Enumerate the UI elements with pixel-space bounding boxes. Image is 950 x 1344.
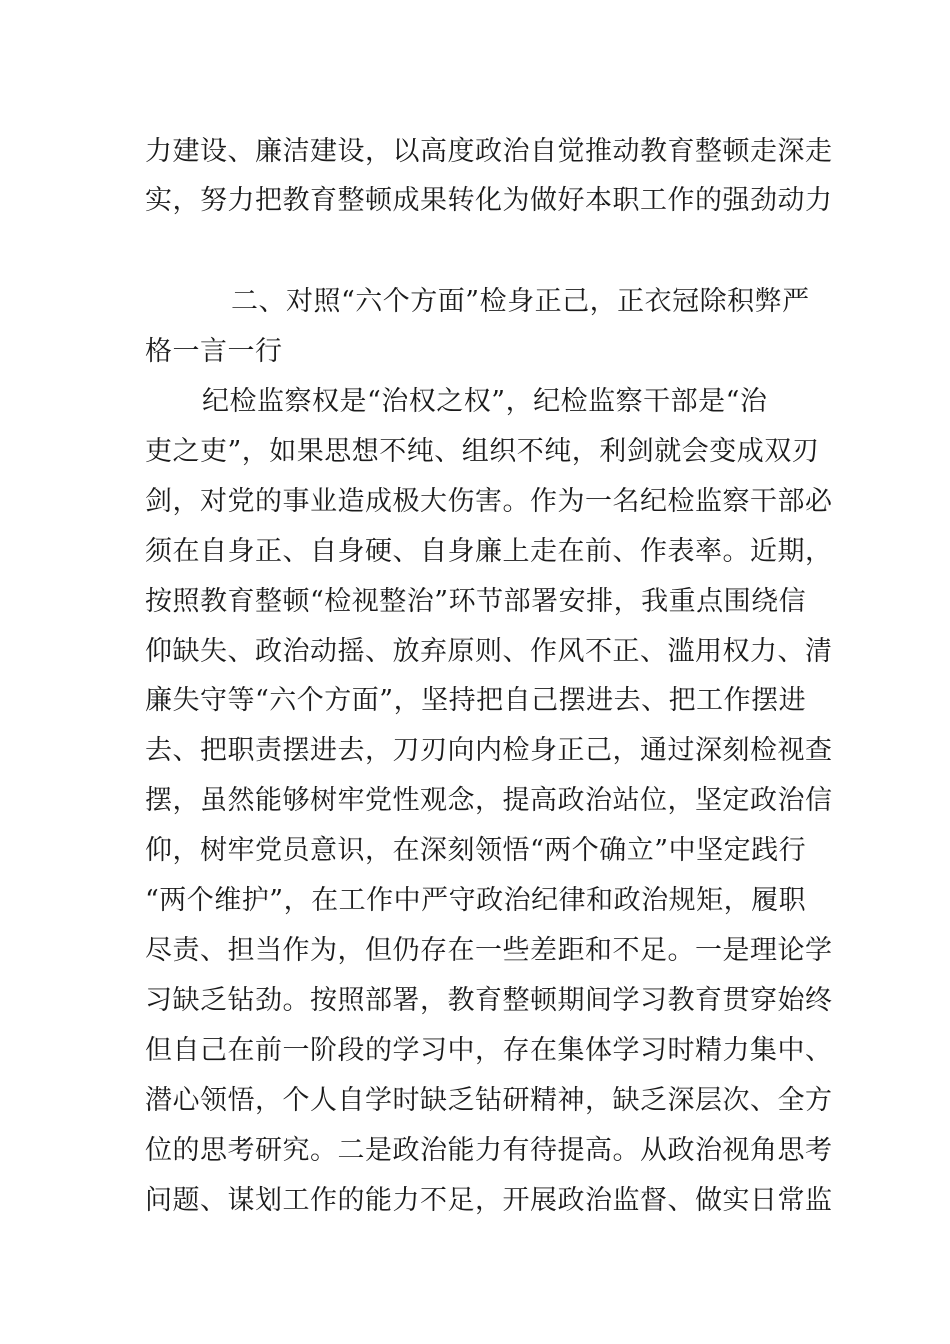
heading-line: 格一言一行 bbox=[145, 336, 283, 367]
text-line: 仰缺失、政治动摇、放弃原则、作风不正、滥用权力、清 bbox=[145, 636, 833, 667]
text-line: 力建设、廉洁建设，以高度政治自觉推动教育整顿走深走 bbox=[145, 136, 833, 167]
text-line: 摆，虽然能够树牢党性观念，提高政治站位，坚定政治信 bbox=[145, 785, 833, 816]
text-line: 去、把职责摆进去，刀刃向内检身正己，通过深刻检视查 bbox=[145, 735, 833, 766]
text-line: 习缺乏钻劲。按照部署，教育整顿期间学习教育贯穿始终 bbox=[145, 985, 833, 1016]
text-line: 问题、谋划工作的能力不足，开展政治监督、做实日常监 bbox=[145, 1185, 833, 1216]
text-line: 纪检监察权是“治权之权”，纪检监察干部是“治 bbox=[202, 386, 768, 417]
text-line: 廉失守等“六个方面”，坚持把自己摆进去、把工作摆进 bbox=[145, 685, 807, 716]
text-line: 实，努力把教育整顿成果转化为做好本职工作的强劲动力 bbox=[145, 185, 833, 216]
text-line: 剑，对党的事业造成极大伤害。作为一名纪检监察干部必 bbox=[145, 486, 833, 517]
text-line: 位的思考研究。二是政治能力有待提高。从政治视角思考 bbox=[145, 1135, 833, 1166]
text-line: 须在自身正、自身硬、自身廉上走在前、作表率。近期， bbox=[145, 536, 833, 567]
text-line: “两个维护”，在工作中严守政治纪律和政治规矩，履职 bbox=[145, 885, 807, 916]
heading-line: 二、对照“六个方面”检身正己，正衣冠除积弊严 bbox=[231, 286, 810, 317]
text-line: 吏之吏”，如果思想不纯、组织不纯，利剑就会变成双刃 bbox=[145, 436, 820, 467]
text-line: 仰，树牢党员意识，在深刻领悟“两个确立”中坚定践行 bbox=[145, 835, 807, 866]
text-line: 按照教育整顿“检视整治”环节部署安排，我重点围绕信 bbox=[145, 586, 807, 617]
text-line: 潜心领悟，个人自学时缺乏钻研精神，缺乏深层次、全方 bbox=[145, 1085, 833, 1116]
text-line: 尽责、担当作为，但仍存在一些差距和不足。一是理论学 bbox=[145, 935, 833, 966]
text-line: 但自己在前一阶段的学习中，存在集体学习时精力集中、 bbox=[145, 1035, 833, 1066]
